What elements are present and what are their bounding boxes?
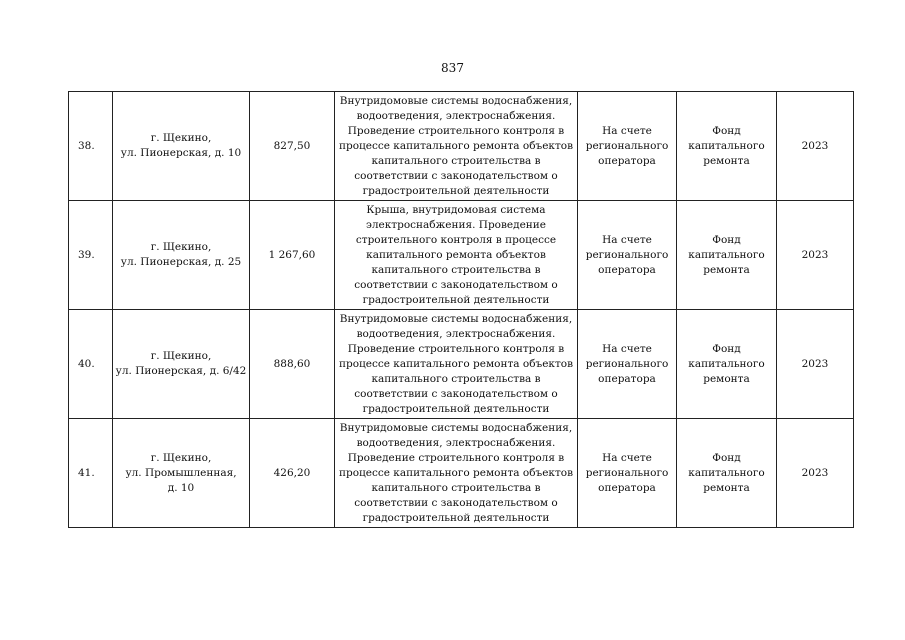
work-description-line: градостроительной деятельности [362,293,550,306]
address-line: ул. Пионерская, д. 6/42 [115,365,247,377]
address-line: ул. Пионерская, д. 25 [120,256,242,268]
address-cell [113,201,250,310]
work-description-cell [335,419,578,528]
row-number-cell: 39. [69,201,113,310]
work-description-line: соответствии с законодательством о [354,169,558,182]
address-line: ул. Промышленная, [125,466,237,479]
work-description-line: капитального строительства в [371,263,541,276]
amount-cell: 888,60 [250,310,335,419]
row-number-cell: 38. [69,92,113,201]
work-description-line: соответствии с законодательством о [354,387,558,400]
funding-source-line: ремонта [703,154,750,167]
amount-cell: 827,50 [250,92,335,201]
account-line: регионального [585,357,669,370]
work-description-cell [335,92,578,201]
funding-source-cell [677,310,777,419]
work-description-line: соответствии с законодательством о [354,278,558,291]
address-line: г. Щекино, [150,241,212,253]
account-line: На счете [602,124,652,137]
account-line: регионального [585,466,669,479]
funding-source-line: Фонд [712,124,741,137]
amount-cell: 426,20 [250,419,335,528]
year-cell: 2023 [777,92,854,201]
work-description-line: капитального строительства в [371,372,541,385]
work-description-line: водоотведения, электроснабжения. [356,109,556,122]
work-description-line: Проведение строительного контроля в [347,124,565,137]
address-cell [113,419,250,528]
account-line: регионального [585,248,669,261]
address-cell [113,310,250,419]
funding-source-cell [677,419,777,528]
year-cell: 2023 [777,419,854,528]
work-description-line: Внутридомовые системы водоснабжения, [339,421,573,434]
work-description-cell [335,201,578,310]
work-description-cell [335,310,578,419]
work-description-line: строительного контроля в процессе [355,233,557,246]
address-cell [113,92,250,201]
work-description-line: Внутридомовые системы водоснабжения, [339,94,573,107]
account-line: На счете [602,451,652,464]
work-description-line: Проведение строительного контроля в [347,451,565,464]
address-line: г. Щекино, [150,132,212,144]
work-description-line: процессе капитального ремонта объектов [338,357,574,370]
table-row [69,201,854,310]
table-row [69,92,854,201]
funding-source-line: капитального [688,248,765,261]
work-description-line: градостроительной деятельности [362,184,550,197]
work-description-line: электроснабжения. Проведение [365,218,547,231]
account-cell [578,419,677,528]
funding-source-line: Фонд [712,233,741,246]
funding-source-line: капитального [688,466,765,479]
account-cell [578,201,677,310]
work-description-line: водоотведения, электроснабжения. [356,436,556,449]
amount-cell: 1 267,60 [250,201,335,310]
funding-source-line: капитального [688,357,765,370]
account-cell [578,310,677,419]
account-line: оператора [598,481,656,494]
account-cell [578,92,677,201]
address-line: д. 10 [167,481,195,494]
work-description-line: градостроительной деятельности [362,402,550,415]
funding-source-line: Фонд [712,451,741,464]
work-description-line: градостроительной деятельности [362,511,550,524]
year-cell: 2023 [777,310,854,419]
work-description-line: водоотведения, электроснабжения. [356,327,556,340]
funding-source-line: капитального [688,139,765,152]
account-line: На счете [602,342,652,355]
page-number: 837 [441,61,464,75]
work-description-line: процессе капитального ремонта объектов [338,466,574,479]
work-description-line: капитального строительства в [371,481,541,494]
account-line: На счете [602,233,652,246]
year-cell: 2023 [777,201,854,310]
work-description-line: капитального строительства в [371,154,541,167]
account-line: оператора [598,263,656,276]
address-line: г. Щекино, [150,451,212,464]
funding-source-line: ремонта [703,263,750,276]
funding-source-cell [677,92,777,201]
work-description-line: соответствии с законодательством о [354,496,558,509]
account-line: оператора [598,154,656,167]
address-line: ул. Пионерская, д. 10 [120,147,242,159]
table-row [69,419,854,528]
work-description-line: Проведение строительного контроля в [347,342,565,355]
table-row [69,310,854,419]
work-description-line: капитального ремонта объектов [366,248,546,261]
account-line: регионального [585,139,669,152]
row-number-cell: 40. [69,310,113,419]
row-number-cell: 41. [69,419,113,528]
funding-source-line: Фонд [712,342,741,355]
address-line: г. Щекино, [150,350,212,362]
work-description-line: Крыша, внутридомовая система [366,203,546,216]
table-body [69,92,854,528]
funding-source-line: ремонта [703,372,750,385]
funding-source-line: ремонта [703,481,750,494]
work-description-line: Внутридомовые системы водоснабжения, [339,312,573,325]
funding-source-cell [677,201,777,310]
repair-schedule-table [68,91,854,528]
work-description-line: процессе капитального ремонта объектов [338,139,574,152]
account-line: оператора [598,372,656,385]
